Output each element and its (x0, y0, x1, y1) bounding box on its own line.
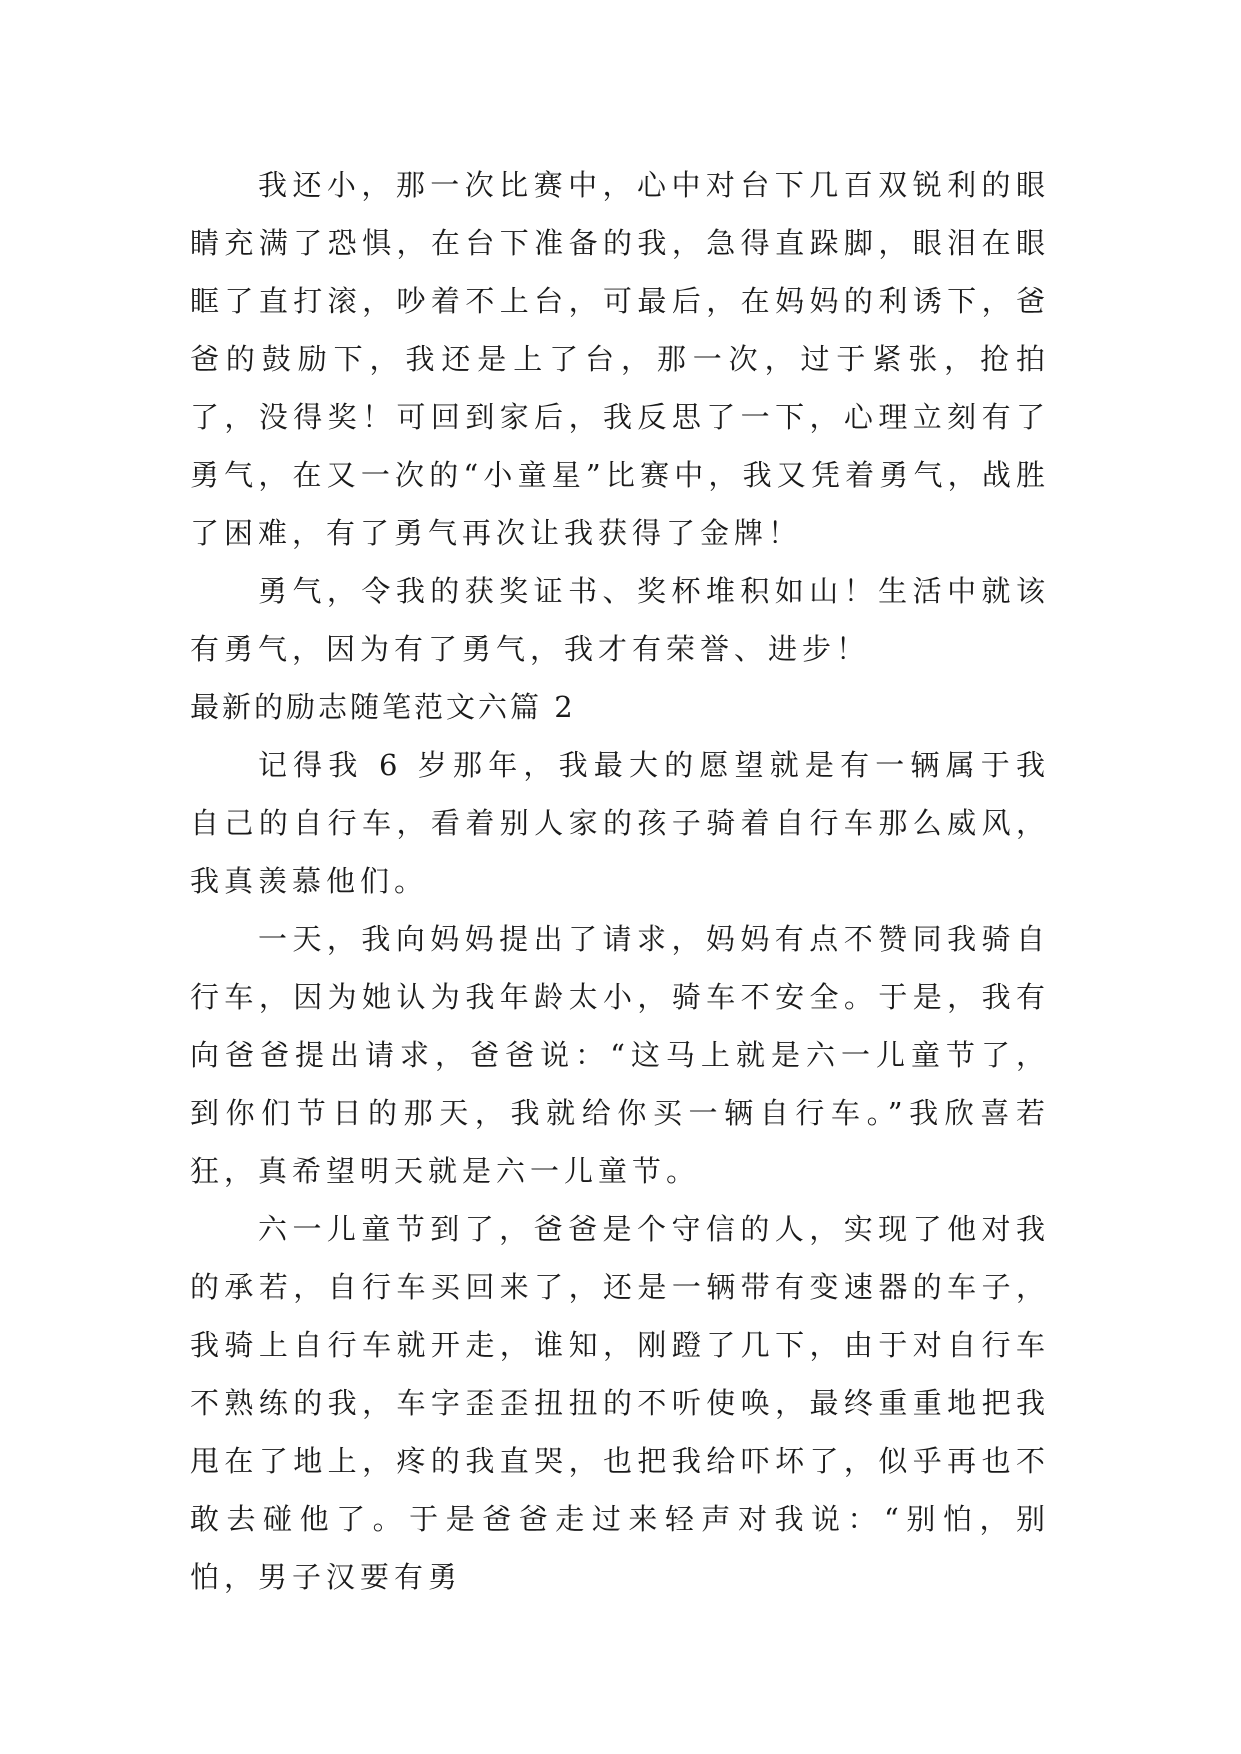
section-heading: 最新的励志随笔范文六篇 2 (190, 690, 576, 724)
paragraph-1: 我还小，那一次比赛中，心中对台下几百双锐利的眼睛充满了恐惧，在台下准备的我，急得直跺脚，眼泪在眼眶了直打滚，吵着不上台，可最后，在妈妈的利诱下，爸爸的鼓励下，我还是上了台，那一次，过于紧张，抢拍了，没得奖！可回到家后，我反思了一下，心理立刻有了勇气，在又一次的“小童星”比赛中，我又凭着勇气，战胜了困难，有了勇气再次让我获得了金牌！ (190, 168, 1050, 550)
paragraph-4: 一天，我向妈妈提出了请求，妈妈有点不赞同我骑自行车，因为她认为我年龄太小，骑车不安全。于是，我有向爸爸提出请求，爸爸说：“这马上就是六一儿童节了，到你们节日的那天，我就给你买一辆自行车。”我欣喜若狂，真希望明天就是六一儿童节。 (190, 922, 1050, 1188)
paragraph-5: 六一儿童节到了，爸爸是个守信的人，实现了他对我的承若，自行车买回来了，还是一辆带有变速器的车子，我骑上自行车就开走，谁知，刚蹬了几下，由于对自行车不熟练的我，车字歪歪扭扭的不听使唤，最终重重地把我甩在了地上，疼的我直哭，也把我给吓坏了，似乎再也不敢去碰他了。于是爸爸走过来轻声对我说：“别怕，别怕，男子汉要有勇 (190, 1212, 1050, 1594)
paragraph-3: 记得我 6 岁那年，我最大的愿望就是有一辆属于我自己的自行车，看着别人家的孩子骑着自行车那么威风，我真羡慕他们。 (190, 748, 1050, 898)
paragraph-2: 勇气，令我的获奖证书、奖杯堆积如山！生活中就该有勇气，因为有了勇气，我才有荣誉、进步！ (190, 574, 1050, 666)
document-body (190, 156, 1050, 1606)
